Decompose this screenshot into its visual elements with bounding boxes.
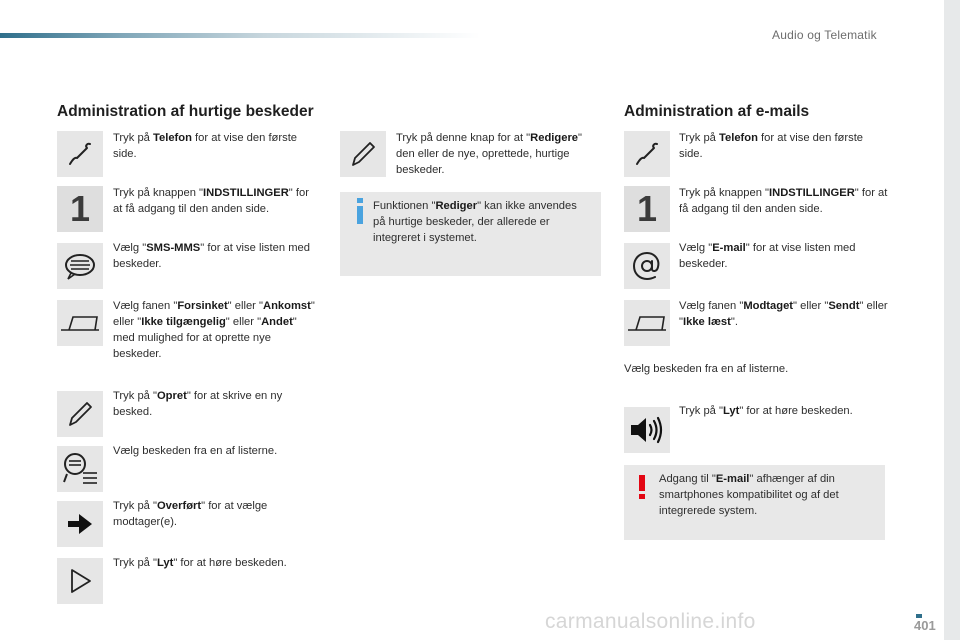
- step-icon-box: [57, 243, 103, 289]
- pencil-icon: [65, 399, 95, 429]
- step-icon-box: [624, 407, 670, 453]
- tabs-icon: [59, 313, 101, 333]
- watermark: carmanualsonline.info: [545, 610, 756, 633]
- step-text: Tryk på "Opret" for at skrive en ny besked.: [113, 390, 283, 418]
- tabs-icon: [626, 313, 668, 333]
- step-icon-box: [57, 391, 103, 437]
- step-icon-box: [340, 131, 386, 177]
- step-text: Tryk på "Lyt" for at høre beskeden.: [113, 557, 287, 569]
- step-text: Tryk på Telefon for at vise den første side.: [113, 132, 298, 160]
- step-text: Vælg fanen "Forsinket" eller "Ankomst" eller "Ikke tilgængelig" eller "Andet" med mulighed for at oprette nye beskeder.: [113, 300, 315, 360]
- message-list-icon: [63, 251, 97, 281]
- step-icon-box: [57, 446, 103, 492]
- at-sign-icon: [631, 250, 663, 282]
- step-icon-box: [57, 300, 103, 346]
- pencil-icon: [348, 139, 378, 169]
- warning-note: [624, 465, 885, 540]
- step-text: Vælg fanen "Modtaget" eller "Sendt" eller "Ikke læst".: [679, 300, 888, 328]
- step-icon-box: [624, 186, 670, 232]
- speaker-icon: [628, 415, 666, 445]
- step-icon-box: [624, 300, 670, 346]
- forward-arrow-icon: [65, 509, 95, 539]
- chapter-title: Audio og Telematik: [772, 28, 877, 42]
- step-text: Tryk på knappen "INDSTILLINGER" for at få adgang til den anden side.: [113, 187, 309, 215]
- step-icon-box: [57, 186, 103, 232]
- plain-instruction: Vælg beskeden fra en af listerne.: [624, 363, 789, 375]
- step-icon-box: [624, 131, 670, 177]
- step-icon-box: [57, 501, 103, 547]
- step-text: Vælg beskeden fra en af listerne.: [113, 445, 278, 457]
- header-accent-bar: [0, 33, 480, 38]
- number-one-icon: 1: [636, 188, 658, 229]
- step-icon-box: [57, 558, 103, 604]
- step-text: Tryk på "Lyt" for at høre beskeden.: [679, 405, 853, 417]
- step-text: Tryk på denne knap for at "Redigere" den eller de nye, oprettede, hurtige beskeder.: [396, 132, 583, 176]
- info-icon: [355, 198, 365, 224]
- section-title-emails: Administration af e-mails: [624, 103, 810, 120]
- step-text: Tryk på Telefon for at vise den første side.: [679, 132, 864, 160]
- number-one-icon: 1: [69, 188, 91, 229]
- phone-icon: [632, 139, 662, 169]
- step-icon-box: [57, 131, 103, 177]
- step-text: Vælg "SMS-MMS" for at vise listen med beskeder.: [113, 242, 310, 270]
- step-icon-box: [624, 243, 670, 289]
- section-title-quick-messages: Administration af hurtige beskeder: [57, 103, 314, 120]
- info-note-text: Funktionen "Rediger" kan ikke anvendes på hurtige beskeder, der allerede er integreret i systemet.: [373, 200, 577, 244]
- page-number: 401: [914, 618, 936, 633]
- list-select-icon: [61, 451, 99, 487]
- info-note: [340, 192, 601, 276]
- right-edge-strip: [944, 0, 960, 640]
- step-text: Vælg "E-mail" for at vise listen med beskeder.: [679, 242, 856, 270]
- warning-note-text: Adgang til "E-mail" afhænger af din smartphones kompatibilitet og af det integrerede system.: [659, 473, 839, 517]
- warning-icon: [638, 475, 646, 499]
- step-text: Tryk på knappen "INDSTILLINGER" for at få adgang til den anden side.: [679, 187, 888, 215]
- phone-icon: [65, 139, 95, 169]
- play-icon: [66, 566, 94, 596]
- step-text: Tryk på "Overført" for at vælge modtager(e).: [113, 500, 268, 528]
